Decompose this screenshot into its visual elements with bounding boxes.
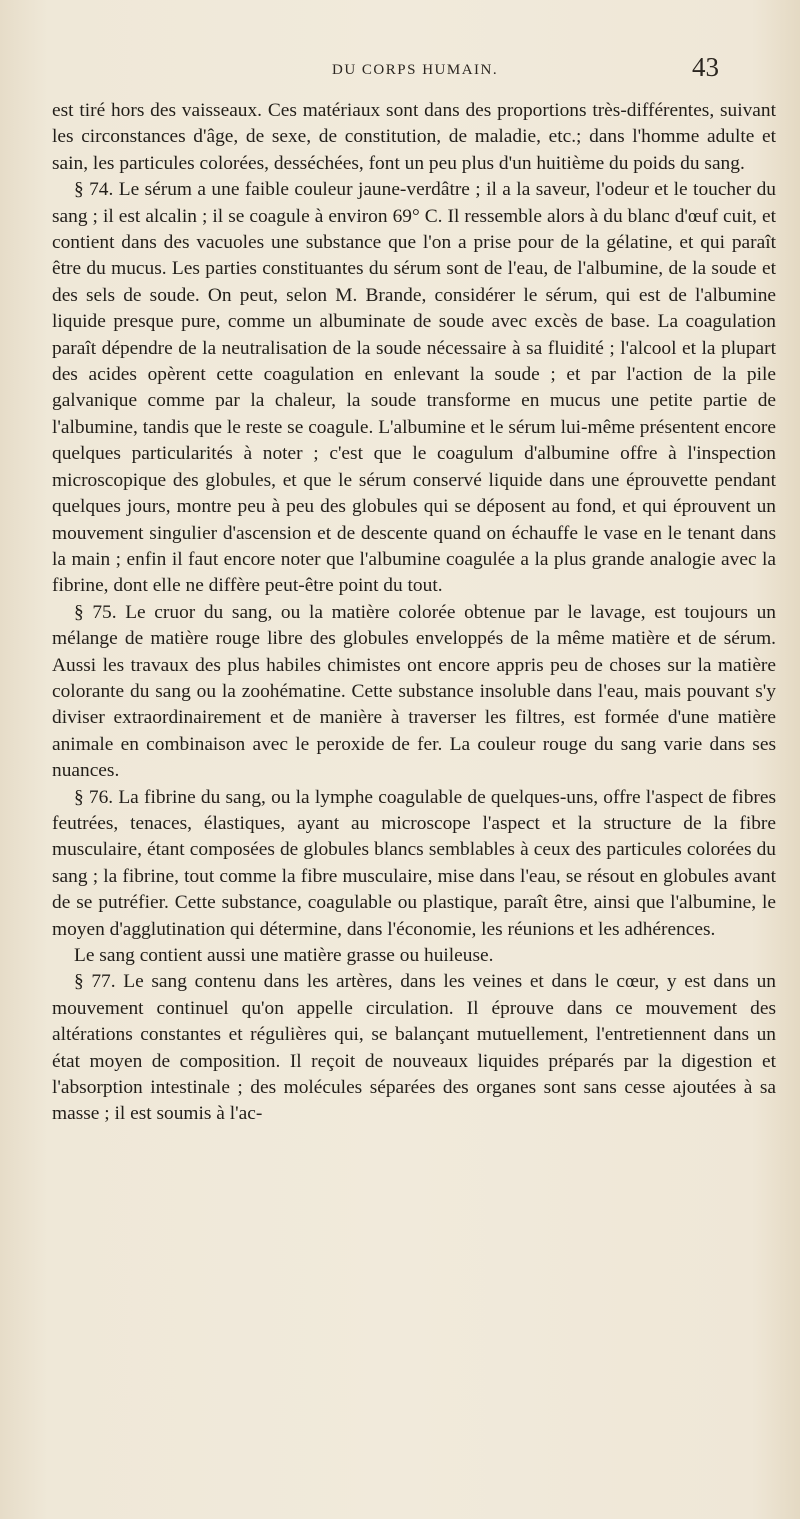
body-text xyxy=(52,98,776,1128)
paragraph-77: § 77. Le sang contenu dans les artères, dans les veines et dans le cœur, y est dans un mouvement continuel qu'on appelle circulation. Il éprouve dans ce mouvement des altérations constantes et régulières qui, se balançant mutuellement, l'entretiennent dans un état moyen de composition. Il reçoit de nouveaux liquides préparés par la digestion et l'absorption intestinale ; des molécules séparées des organes sont sans cesse ajoutées à sa masse ; il est soumis à l'ac- xyxy=(52,971,776,1125)
paragraph-fat: Le sang contient aussi une matière grasse ou huileuse. xyxy=(74,945,494,966)
running-head: DU CORPS HUMAIN. xyxy=(332,62,499,78)
paragraph-74: § 74. Le sérum a une faible couleur jaune-verdâtre ; il a la saveur, l'odeur et le toucher du sang ; il est alcalin ; il se coagule à environ 69° C. Il ressemble alors à du blanc d'œuf cuit, et contient dans des vacuoles une substance que l'on a prise pour de la gélatine, et qui paraît être du mucus. Les parties constituantes du sérum sont de l'eau, de l'albumine, de la soude et des sels de soude. On peut, selon M. Brande, considérer le sérum, qui est de l'albumine liquide presque pure, comme un albuminate de soude avec excès de base. La coagulation paraît dépendre de la neutralisation de la soude nécessaire à sa fluidité ; l'alcool et la plupart des acides opèrent cette coagulation en enlevant la soude ; et par l'action de la pile galvanique comme par la chaleur, la soude transforme en mucus une petite partie de l'albumine, tandis que le reste se coagule. L'albumine et le sérum lui-même présentent encore quelques particularités à noter ; c'est que le coagulum d'albumine offre à l'inspection microscopique des globules, et que le sérum conservé liquide dans une éprouvette pendant quelques jours, montre peu à peu des globules qui se déposent au fond, et qui éprouvent un mouvement singulier d'ascension et de descente quand on échauffe le vase en le tenant dans la main ; enfin il faut encore noter que l'albumine coagulée a la plus grande analogie avec la fibrine, dont elle ne diffère peut-être point du tout. xyxy=(52,179,776,597)
page-number: 43 xyxy=(692,52,719,82)
paragraph-76: § 76. La fibrine du sang, ou la lymphe coagulable de quelques-uns, offre l'aspect de fibres feutrées, tenaces, élastiques, ayant au microscope l'aspect et la structure de la fibre musculaire, étant composées de globules blancs semblables à ceux des particules colorées du sang ; la fibrine, tout comme la fibre musculaire, mise dans l'eau, se résout en globules avant de se putréfier. Cette substance, coagulable ou plastique, paraît être, ainsi que l'albumine, le moyen d'agglutination qui détermine, dans l'économie, les réunions et les adhérences. xyxy=(52,786,776,940)
page-header xyxy=(0,52,800,92)
paragraph-75: § 75. Le cruor du sang, ou la matière colorée obtenue par le lavage, est toujours un mélange de matière rouge libre des globules enveloppés de la même matière et de sérum. Aussi les travaux des plus habiles chimistes ont encore appris peu de choses sur la matière colorante du sang ou la zoohématine. Cette substance insoluble dans l'eau, mais pouvant s'y diviser extraordinairement et de manière à traverser les filtres, est formée d'une matière animale en combinaison avec le peroxide de fer. La couleur rouge du sang varie dans ses nuances. xyxy=(52,601,776,782)
paragraph-continuation: est tiré hors des vaisseaux. Ces matériaux sont dans des proportions très-différentes, suivant les circonstances d'âge, de sexe, de constitution, de maladie, etc.; dans l'homme adulte et sain, les particules colorées, desséchées, font un peu plus d'un huitième du poids du sang. xyxy=(52,100,776,174)
